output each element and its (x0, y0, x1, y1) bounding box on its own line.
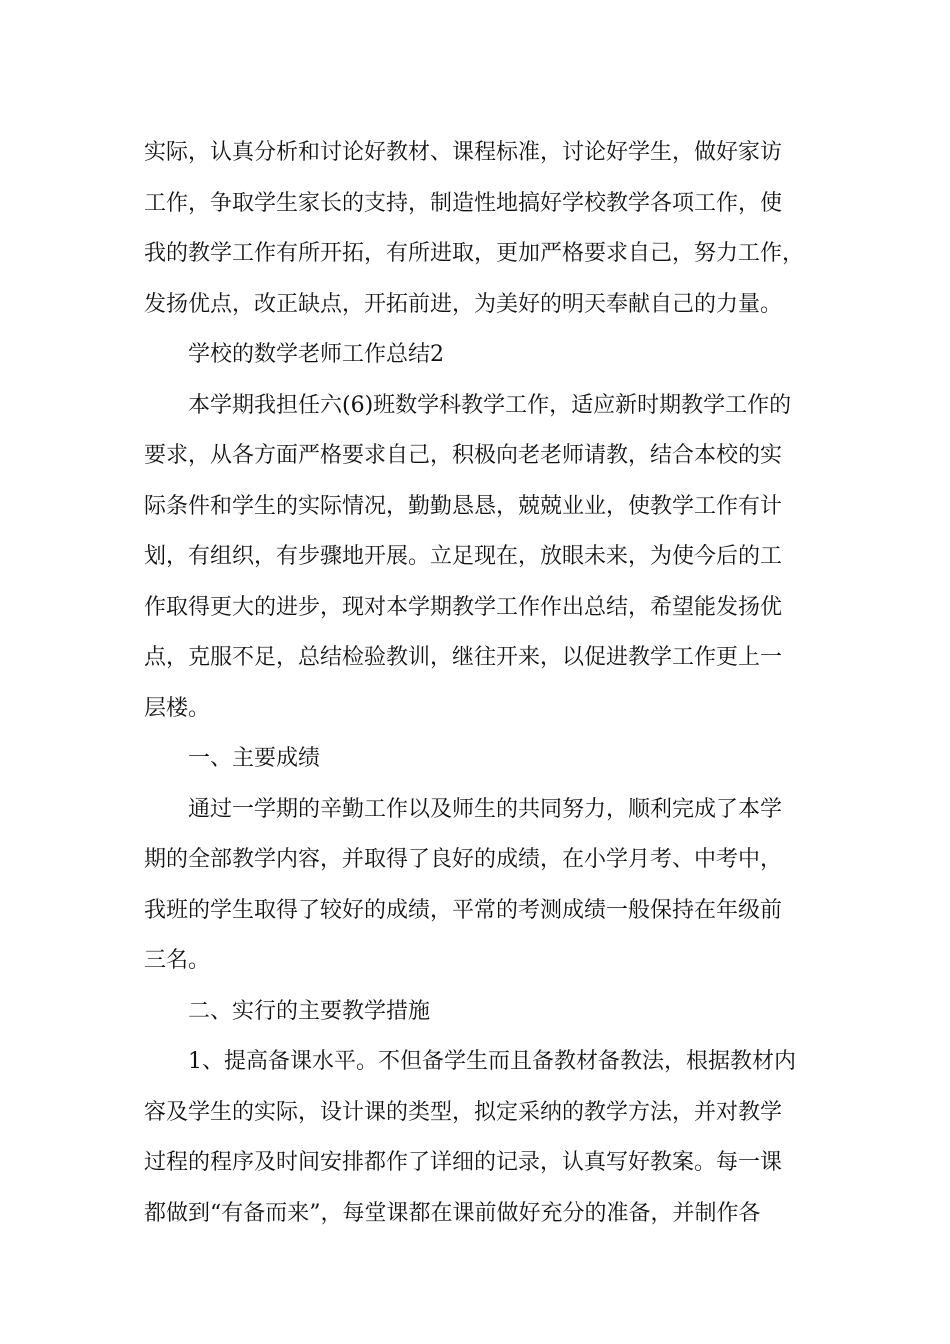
paragraph-line: 期的全部教学内容，并取得了良好的成绩，在小学月考、中考中， (144, 847, 783, 872)
paragraph-line: 际条件和学生的实际情况，勤勤恳恳，兢兢业业，使教学工作有计 (144, 493, 783, 519)
paragraph-line: 通过一学期的辛勤工作以及师生的共同努力，顺利完成了本学 (188, 796, 783, 822)
subheading: 二、实行的主要教学措施 (188, 998, 431, 1024)
paragraph-line: 都做到“有备而来”，每堂课都在课前做好充分的准备，并制作各 (144, 1200, 761, 1226)
paragraph-line: 过程的程序及时间安排都作了详细的记录，认真写好教案。每一课 (144, 1150, 783, 1175)
paragraph-line: 本学期我担任六(6)班数学科教学工作，适应新时期教学工作的 (188, 392, 792, 418)
paragraph-line: 1、提高备课水平。不但备学生而且备教材备教法，根据教材内 (188, 1049, 796, 1074)
paragraph-line: 作取得更大的进步，现对本学期教学工作作出总结，希望能发扬优 (144, 594, 783, 620)
paragraph-line: 工作，争取学生家长的支持，制造性地搞好学校教学各项工作，使 (144, 190, 783, 216)
subheading: 一、主要成绩 (188, 746, 321, 771)
paragraph-line: 我的教学工作有所开拓，有所进取，更加严格要求自己，努力工作， (144, 241, 805, 266)
paragraph-line: 实际，认真分析和讨论好教材、课程标准，讨论好学生，做好家访 (144, 140, 783, 165)
paragraph-line: 我班的学生取得了较好的成绩，平常的考测成绩一般保持在年级前 (144, 897, 783, 923)
document-body (144, 128, 824, 1239)
paragraph-line: 发扬优点，改正缺点，开拓前进，为美好的明天奉献自己的力量。 (144, 291, 783, 317)
paragraph-line: 三名。 (144, 948, 211, 973)
paragraph-line: 要求，从各方面严格要求自己，积极向老老师请教，结合本校的实 (144, 443, 783, 468)
paragraph-line: 划，有组织，有步骤地开展。立足现在，放眼未来，为使今后的工 (144, 544, 783, 569)
paragraph-line: 点，克服不足，总结检验教训，继往开来，以促进教学工作更上一 (144, 645, 783, 670)
paragraph-line: 层楼。 (144, 695, 211, 721)
paragraph-line: 容及学生的实际，设计课的类型，拟定采纳的教学方法，并对教学 (144, 1099, 783, 1125)
section-title: 学校的数学老师工作总结2 (188, 342, 444, 367)
